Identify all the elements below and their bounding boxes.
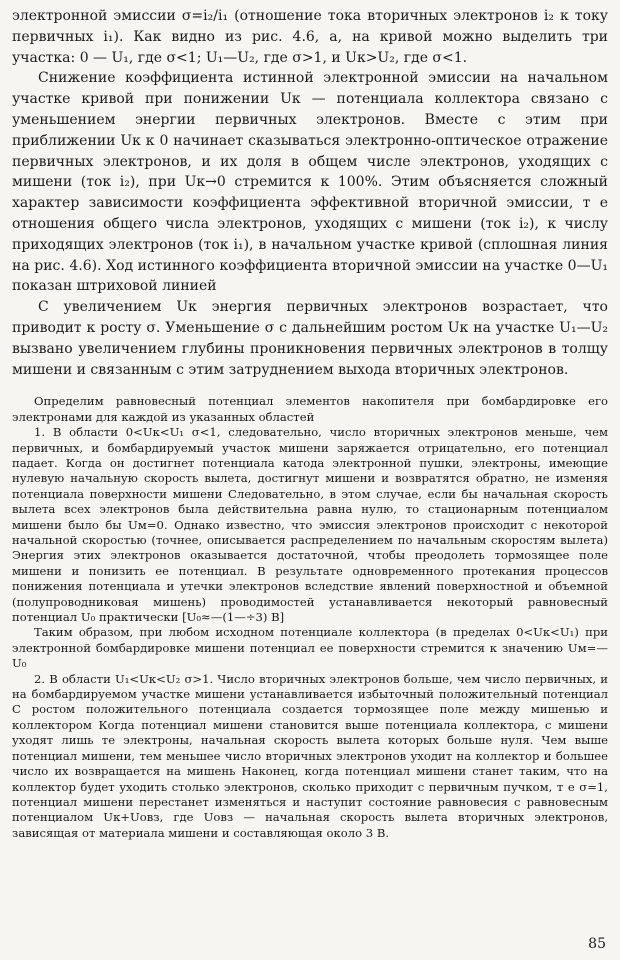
paragraph-emission-ratio: электронной эмиссии σ=i₂/i₁ (отношение тока вторичных электронов i₂ к току первичных i₁). Как видно из рис. 4.6, a, на кривой можно выделить три участка: 0 — U₁, где σ<1; U₁—U₂, где σ>1, и Uк>U₂, где σ<1. [12,8,608,66]
small-text [12,394,608,841]
paragraph-energy-increase: С увеличением Uк энергия первичных электронов возрастает, что приводит к росту σ. Уменьшение σ с дальнейшим ростом Uк на участке U₁—U₂ вызвано увеличением глубины проникновения первичных электронов в толщу мишени и связанным с этим затруднением выхода вторичных электронов. [12,299,608,378]
page [12,6,608,841]
small-paragraph-intro: Определим равновесный потенциал элементов накопителя при бомбардировке его электронами для каждой из указанных областей [12,394,608,424]
small-paragraph-region-1: 1. В области 0<Uк<U₁ σ<1, следовательно, число вторичных электронов меньше, чем первичных, и бомбардируемый участок мишени заряжается отрицательно, его потенциал падает. Когда он достигнет потенциала катода электронной пушки, электроны, имеющие нулевую начальную скорость вылета, достигнут мишени и возвратятся обратно, не изменяя потенциала поверхности мишени Следовательно, в этом случае, если бы начальная скорость вылета всех электронов была действительна равна нулю, то стационарным потенциалом мишени было бы Uм=0. Однако известно, что эмиссия электронов происходит с некоторой начальной скоростью (точнее, описывается распределением по начальным скоростям вылета) Энергия этих электронов оказывается достаточной, чтобы преодолеть тормозящее поле мишени и понизить ее потенциал. В результате одновременного протекания процессов понижения потенциала и утечки электронов вследствие явлений поверхностной и объемной (полупроводниковая мишень) проводимостей устанавливается некоторый равновесный потенциал U₀ практически [U₀≈—(1—÷3) В] [12,425,608,625]
page-number: 85 [588,936,606,952]
small-paragraph-conclusion: Таким образом, при любом исходном потенциале коллектора (в пределах 0<Uк<U₁) при электронной бомбардировке мишени потенциал ее поверхности стремится к значению Uм=—U₀ [12,625,608,671]
paragraph-coefficient-decrease: Снижение коэффициента истинной электронной эмиссии на начальном участке кривой при понижении Uк — потенциала коллектора связано с уменьшением энергии первичных электронов. Вместе с этим при приближении Uк к 0 начинает сказываться электронно-оптическое отражение первичных электронов, и их доля в общем числе электронов, уходящих с мишени (ток i₂), при Uк→0 стремится к 100%. Этим объясняется сложный характер зависимости коэффициента эффективной вторичной эмиссии, т е отношения общего числа электронов, уходящих с мишени (ток i₂), к числу приходящих электронов (ток i₁), в начальном участке кривой (сплошная линия на рис. 4.6). Ход истинного коэффициента вторичной эмиссии на участке 0—U₁ показан штриховой линией [12,70,608,295]
small-paragraph-region-2: 2. В области U₁<Uк<U₂ σ>1. Число вторичных электронов больше, чем число первичных, и на бомбардируемом участке мишени устанавливается избыточный положительный потенциал С ростом положительного потенциала создается тормозящее поле между мишенью и коллектором Когда потенциал мишени становится выше потенциала коллектора, с мишени уходят лишь те электроны, начальная скорость вылета которых больше нуля. Чем выше потенциал мишени, тем меньшее число вторичных электронов уходит на коллектор и большее число их возвращается на мишень Наконец, когда потенциал мишени станет таким, что на коллектор будет уходить столько электронов, сколько приходит с первичным пучком, т е σ=1, потенциал мишени перестанет изменяться и наступит состояние равновесия с равновесным потенциалом Uк+Uовз, где Uовз — начальная скорость вылета вторичных электронов, зависящая от материала мишени и составляющая около 3 В. [12,671,608,840]
main-text [12,6,608,380]
